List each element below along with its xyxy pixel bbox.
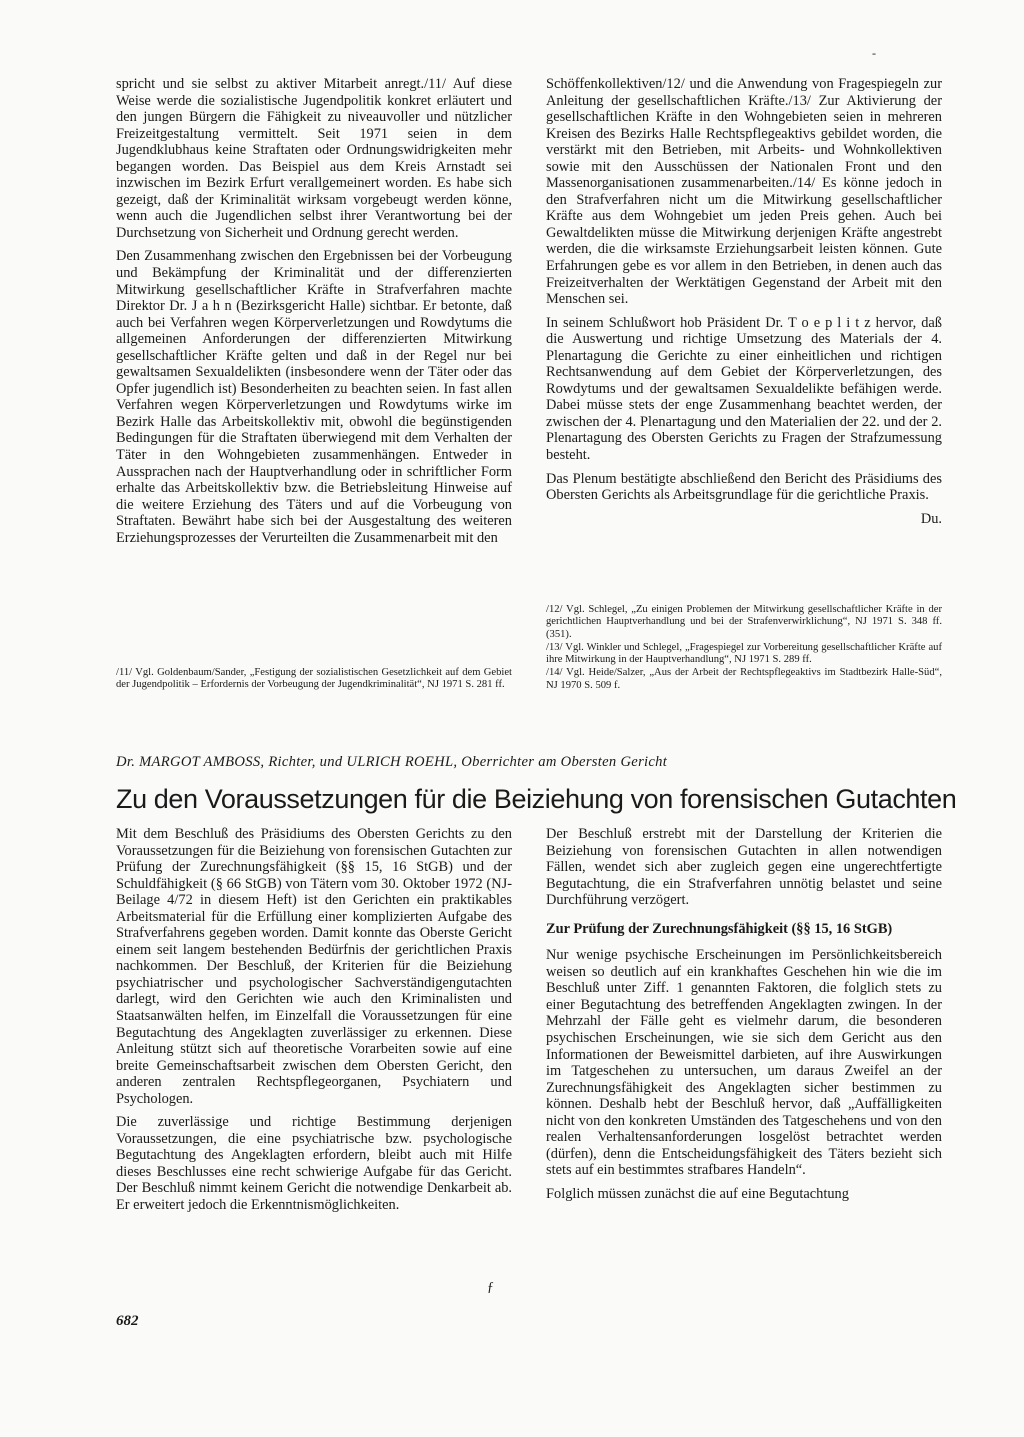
article-column-right xyxy=(546,826,942,1209)
report-signature: Du. xyxy=(920,510,942,527)
article-intro-paragraph: Der Beschluß erstrebt mit der Darstellung der Kriterien die Beiziehung von forensischen Gutachten in allen notwendigen Fällen, wendet sich aber zugleich gegen eine ungerechtfertigte Begutachtung, die ein Strafverfahren unnötig belastet und seine Durchführung verzögert. xyxy=(546,826,942,909)
article-column-left xyxy=(116,826,512,1221)
top-mark: - xyxy=(872,46,876,60)
article-title: Zu den Voraussetzungen für die Beiziehung von forensischen Gutachten xyxy=(116,784,957,814)
section-subheading: Zur Prüfung der Zurechnungsfähigkeit (§§ 15, 16 StGB) xyxy=(546,920,893,937)
report-paragraph-3: Schöffenkollektiven/12/ und die Anwendung von Fragespiegeln zur Anleitung der gesellschaftlichen Kräfte./13/ Zur Aktivierung der gesellschaftlichen Kräfte in den Wohngebieten seien in mehreren Kreisen des Bezirks Halle Rechtspflegeaktivs gebildet worden, die verstärkt mit den Betrieben, mit Arbeits- und Wohnkollektiven sowie mit den Ausschüssen der Nationalen Front und den Massenorganisationen zusammenarbeiten./14/ Es könne jedoch in den Strafverfahren nicht um die Mitwirkung gesellschaftlicher Kräfte aus dem Wohngebiet um jeden Preis gehen. Auch bei Gewaltdelikten müsse die Mitwirkung derjenigen Kräfte angestrebt werden, die die wirksamste Erziehungsarbeit leisten können. Gute Erfahrungen gebe es vor allem in den Betrieben, in denen auch das Freizeitverhalten der Werktätigen Gegenstand der Arbeit mit den Menschen sei. xyxy=(546,76,942,308)
article-paragraph-3: Nur wenige psychische Erscheinungen im Persönlichkeitsbereich weisen so deutlich auf ein krankhaftes Geschehen hin wie die im Beschluß unter Ziff. 1 genannten Faktoren, die folglich stets zu einer Begutachtung des betreffenden Angeklagten zwingen. In der Mehrzahl der Fälle geht es vielmehr darum, die besonderen psychischen Erscheinungen, wie sie sich dem Gericht aus den Informationen der Beweismittel darbieten, auf ihre Auswirkungen im Tatgeschehen zu untersuchen, um daraus Zweifel an der Zurechnungsfähigkeit des Angeklagten sicher bestimmen zu können. Deshalb hebt der Beschluß hervor, daß „Auffälligkeiten nicht von den konkreten Umständen des Tatgeschehens und von den realen Verhaltensanforderungen losgelöst betrachtet werden (dürfen), denn die Entscheidungsfähigkeit des Täters bezieht sich stets auf ein bestimmtes strafbares Handeln“. xyxy=(546,947,942,1179)
article-paragraph-1: Mit dem Beschluß des Präsidiums des Obersten Gerichts zu den Voraussetzungen für die Beiziehung von forensischen Gutachten zur Prüfung der Zurechnungsfähigkeit (§§ 15, 16 StGB) und der Schuldfähigkeit (§ 66 StGB) von Tätern vom 30. Oktober 1972 (NJ-Beilage 4/72 in diesem Heft) ist den Gerichten ein praktikables Arbeitsmaterial für die Erfüllung einer komplizierten Aufgabe des Strafverfahrens gegeben worden. Damit konnte das Oberste Gericht einem seit langem bestehenden Bedürfnis der gerichtlichen Praxis nachkommen. Der Beschluß, der Kriterien für die Beiziehung psychiatrischer und psychologischer Sachverständigengutachten darlegt, wird den Gerichten wie auch den Kriminalisten und Staatsanwälten helfen, im Einzelfall die Voraussetzungen für eine Begutachtung des Angeklagten zuverlässiger zu erkennen. Diese Anleitung stützt sich auf theoretische Vorarbeiten sowie auf eine breite Gemeinschaftsarbeit zwischen dem Obersten Gericht, den anderen zentralen Rechtspflegeorganen, Psychiatern und Psychologen. xyxy=(116,826,512,1107)
page-number: 682 xyxy=(116,1313,139,1329)
article-authors: Dr. MARGOT AMBOSS, Richter, und ULRICH ROEHL, Oberrichter am Obersten Gericht xyxy=(116,754,668,770)
footnotes-left xyxy=(116,667,512,693)
report-paragraph-1: spricht und sie selbst zu aktiver Mitarbeit anregt./11/ Auf diese Weise werde die sozialistische Jugendpolitik konkret erläutert und den jungen Bürgern die Fähigkeit zu niveauvoller und nützlicher Freizeitgestaltung vermittelt. Seit 1971 seien in dem Jugendklubhaus keine Straftaten oder Ordnungswidrigkeiten mehr begangen worden. Das Beispiel aus dem Kreis Arnstadt sei inzwischen im Bezirk Erfurt verallgemeinert worden. Es habe sich gezeigt, daß der Kriminalität wirksam vorgebeugt werden könne, wenn auch die Jugendlichen selbst ihrer Verantwortung bei der Durchsetzung von Sicherheit und Ordnung gerecht werden. xyxy=(116,76,512,241)
report-column-right xyxy=(546,76,942,534)
report-paragraph-2: Den Zusammenhang zwischen den Ergebnissen bei der Vorbeugung und Bekämpfung der Kriminalität und der differenzierten Mitwirkung gesellschaftlicher Kräfte in Strafverfahren machte Direktor Dr. J a h n (Bezirksgericht Halle) sichtbar. Er betonte, daß auch bei Verfahren wegen Körperverletzungen und Rowdytums die allgemeinen Anforderungen der differenzierten Mitwirkung gesellschaftlicher Kräfte gelten und daß in der Regel nur bei gewaltsamen Sexualdelikten (insbesondere wenn der Täter oder das Opfer jugendlich ist) Besonderheiten zu beachten seien. In fast allen Verfahren wegen Körperverletzungen und Rowdytums wirke im Bezirk Halle das Arbeitskollektiv mit, obwohl die begünstigenden Bedingungen für die Straftaten überwiegend mit dem Verhalten der Täter in den Wohngebieten zusammenhängen. Entweder in Aussprachen nach der Hauptverhandlung oder in schriftlicher Form erhalte das Arbeitskollektiv bzw. die Betriebsleitung Hinweise auf die weitere Erziehung des Täters und auf die Vorbeugung von Straftaten. Bewährt habe sich bei der Ausgestaltung des weiteren Erziehungsprozesses der Verurteilten die Zusammenarbeit mit den xyxy=(116,248,512,546)
report-paragraph-4: In seinem Schlußwort hob Präsident Dr. T o e p l i t z hervor, daß die Auswertung und richtige Umsetzung des Materials der 4. Plenartagung die Gerichte zu einer einheitlichen und richtigen Rechtsanwendung auf dem Gebiet der Körperverletzungen, des Rowdytums und der gewaltsamen Sexualdelikte befähigen werde. Dabei müsse stets der enge Zusammenhang beachtet werden, der zwischen der 4. Plenartagung und den Materialien der 22. und der 2. Plenartagung des Obersten Gerichts zu Fragen der Strafzumessung besteht. xyxy=(546,314,942,464)
footnote-11: /11/ Vgl. Goldenbaum/Sander, „Festigung der sozialistischen Gesetzlichkeit auf dem Gebiet der Jugendpolitik – Erfordernis der Vorbeugung der Jugendkriminalität“, NJ 1971 S. 281 ff. xyxy=(116,667,512,691)
footnotes-right xyxy=(546,604,942,693)
footnote-13: /13/ Vgl. Winkler und Schlegel, „Fragespiegel zur Vorbereitung gesellschaftlicher Kräfte auf ihre Mitwirkung in der Hauptverhandlung“, NJ 1971 S. 289 ff. xyxy=(546,641,942,666)
stray-mark: ƒ xyxy=(487,1280,494,1295)
footnote-12: /12/ Vgl. Schlegel, „Zu einigen Problemen der Mitwirkung gesellschaftlicher Kräfte in der gerichtlichen Hauptverhandlung und bei der Strafenverwirklichung“, NJ 1971 S. 348 ff. (351). xyxy=(546,604,942,640)
report-column-left xyxy=(116,76,512,553)
article-paragraph-4: Folglich müssen zunächst die auf eine Begutachtung xyxy=(546,1185,849,1202)
report-paragraph-5: Das Plenum bestätigte abschließend den Bericht des Präsidiums des Obersten Gerichts als Arbeitsgrundlage für die gerichtliche Praxis. xyxy=(546,470,942,504)
footnote-14: /14/ Vgl. Heide/Salzer, „Aus der Arbeit der Rechtspflegeaktivs im Stadtbezirk Halle-Süd“, NJ 1970 S. 509 f. xyxy=(546,667,942,691)
article-paragraph-2: Die zuverlässige und richtige Bestimmung derjenigen Voraussetzungen, die eine psychiatrische bzw. psychologische Begutachtung des Angeklagten erfordern, bleibt auch mit Hilfe dieses Beschlusses eine recht schwierige Aufgabe für das Gericht. Der Beschluß nimmt keinem Gericht die notwendige Denkarbeit ab. Er erweitert jedoch die Erkenntnismöglichkeiten. xyxy=(116,1114,512,1214)
